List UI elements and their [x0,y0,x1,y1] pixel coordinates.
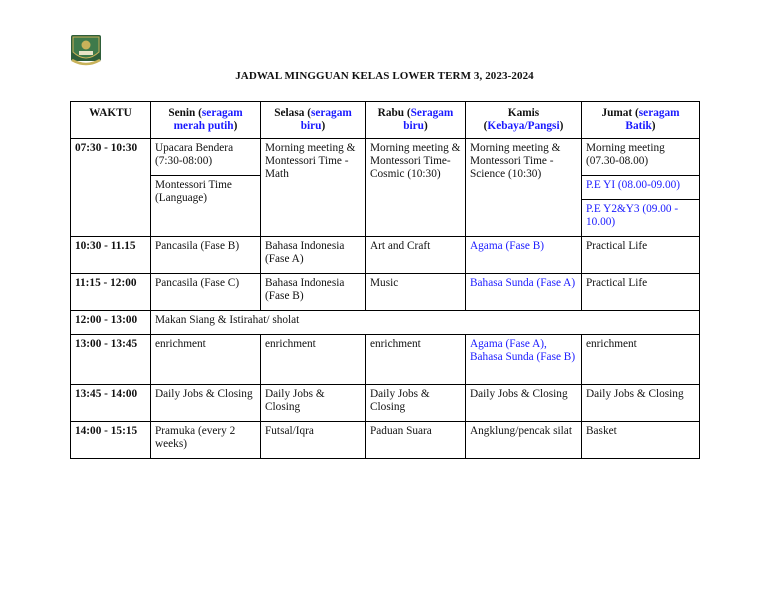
header-selasa: Selasa (seragam biru) [261,102,366,139]
rabu-cell: Morning meeting & Montessori Time- Cosmic (10:30) [366,139,466,237]
header-senin: Senin (seragam merah putih) [151,102,261,139]
schedule-table [70,101,700,459]
selasa-cell: Morning meeting & Montessori Time - Math [261,139,366,237]
table-row [71,274,700,311]
time-cell: 10:30 - 11.15 [71,237,151,274]
senin-cell: enrichment [151,335,261,385]
jumat-cell: Daily Jobs & Closing [582,385,700,422]
senin-cell: Daily Jobs & Closing [151,385,261,422]
table-row [71,335,700,385]
table-row [71,422,700,459]
table-row [71,237,700,274]
senin-cell: Montessori Time (Language) [151,176,261,237]
jumat-cell: Practical Life [582,237,700,274]
table-row [71,385,700,422]
selasa-cell: Bahasa Indonesia (Fase B) [261,274,366,311]
selasa-cell: enrichment [261,335,366,385]
rabu-cell: Paduan Suara [366,422,466,459]
jumat-cell: Practical Life [582,274,700,311]
senin-cell: Pancasila (Fase B) [151,237,261,274]
kamis-cell: Angklung/pencak silat [466,422,582,459]
header-waktu: WAKTU [71,102,151,139]
selasa-cell: Bahasa Indonesia (Fase A) [261,237,366,274]
time-cell: 07:30 - 10:30 [71,139,151,237]
rabu-cell: Art and Craft [366,237,466,274]
table-row [71,139,700,176]
page-title: JADWAL MINGGUAN KELAS LOWER TERM 3, 2023-2024 [235,70,534,82]
time-cell: 13:00 - 13:45 [71,335,151,385]
senin-cell: Pancasila (Fase C) [151,274,261,311]
jumat-cell: Morning meeting (07.30-08.00) [582,139,700,176]
time-cell: 14:00 - 15:15 [71,422,151,459]
kamis-cell: Morning meeting & Montessori Time - Science (10:30) [466,139,582,237]
jumat-cell: P.E YI (08.00-09.00) [582,176,700,200]
jumat-cell: enrichment [582,335,700,385]
table-header-row [71,102,700,139]
header-jumat: Jumat (seragam Batik) [582,102,700,139]
kamis-cell: Bahasa Sunda (Fase A) [466,274,582,311]
rabu-cell: Music [366,274,466,311]
selasa-cell: Futsal/Iqra [261,422,366,459]
kamis-cell: Daily Jobs & Closing [466,385,582,422]
time-cell: 13:45 - 14:00 [71,385,151,422]
header-kamis: Kamis (Kebaya/Pangsi) [466,102,582,139]
jumat-cell: Basket [582,422,700,459]
senin-cell: Upacara Bendera (7:30-08:00) [151,139,261,176]
rabu-cell: enrichment [366,335,466,385]
school-crest-icon [70,34,102,68]
time-cell: 12:00 - 13:00 [71,311,151,335]
kamis-cell: Agama (Fase A), Bahasa Sunda (Fase B) [466,335,582,385]
jumat-cell: P.E Y2&Y3 (09.00 - 10.00) [582,200,700,237]
time-cell: 11:15 - 12:00 [71,274,151,311]
rabu-cell: Daily Jobs & Closing [366,385,466,422]
selasa-cell: Daily Jobs & Closing [261,385,366,422]
senin-cell: Pramuka (every 2 weeks) [151,422,261,459]
header-rabu: Rabu (Seragam biru) [366,102,466,139]
break-cell: Makan Siang & Istirahat/ sholat [151,311,700,335]
table-row [71,311,700,335]
kamis-cell: Agama (Fase B) [466,237,582,274]
